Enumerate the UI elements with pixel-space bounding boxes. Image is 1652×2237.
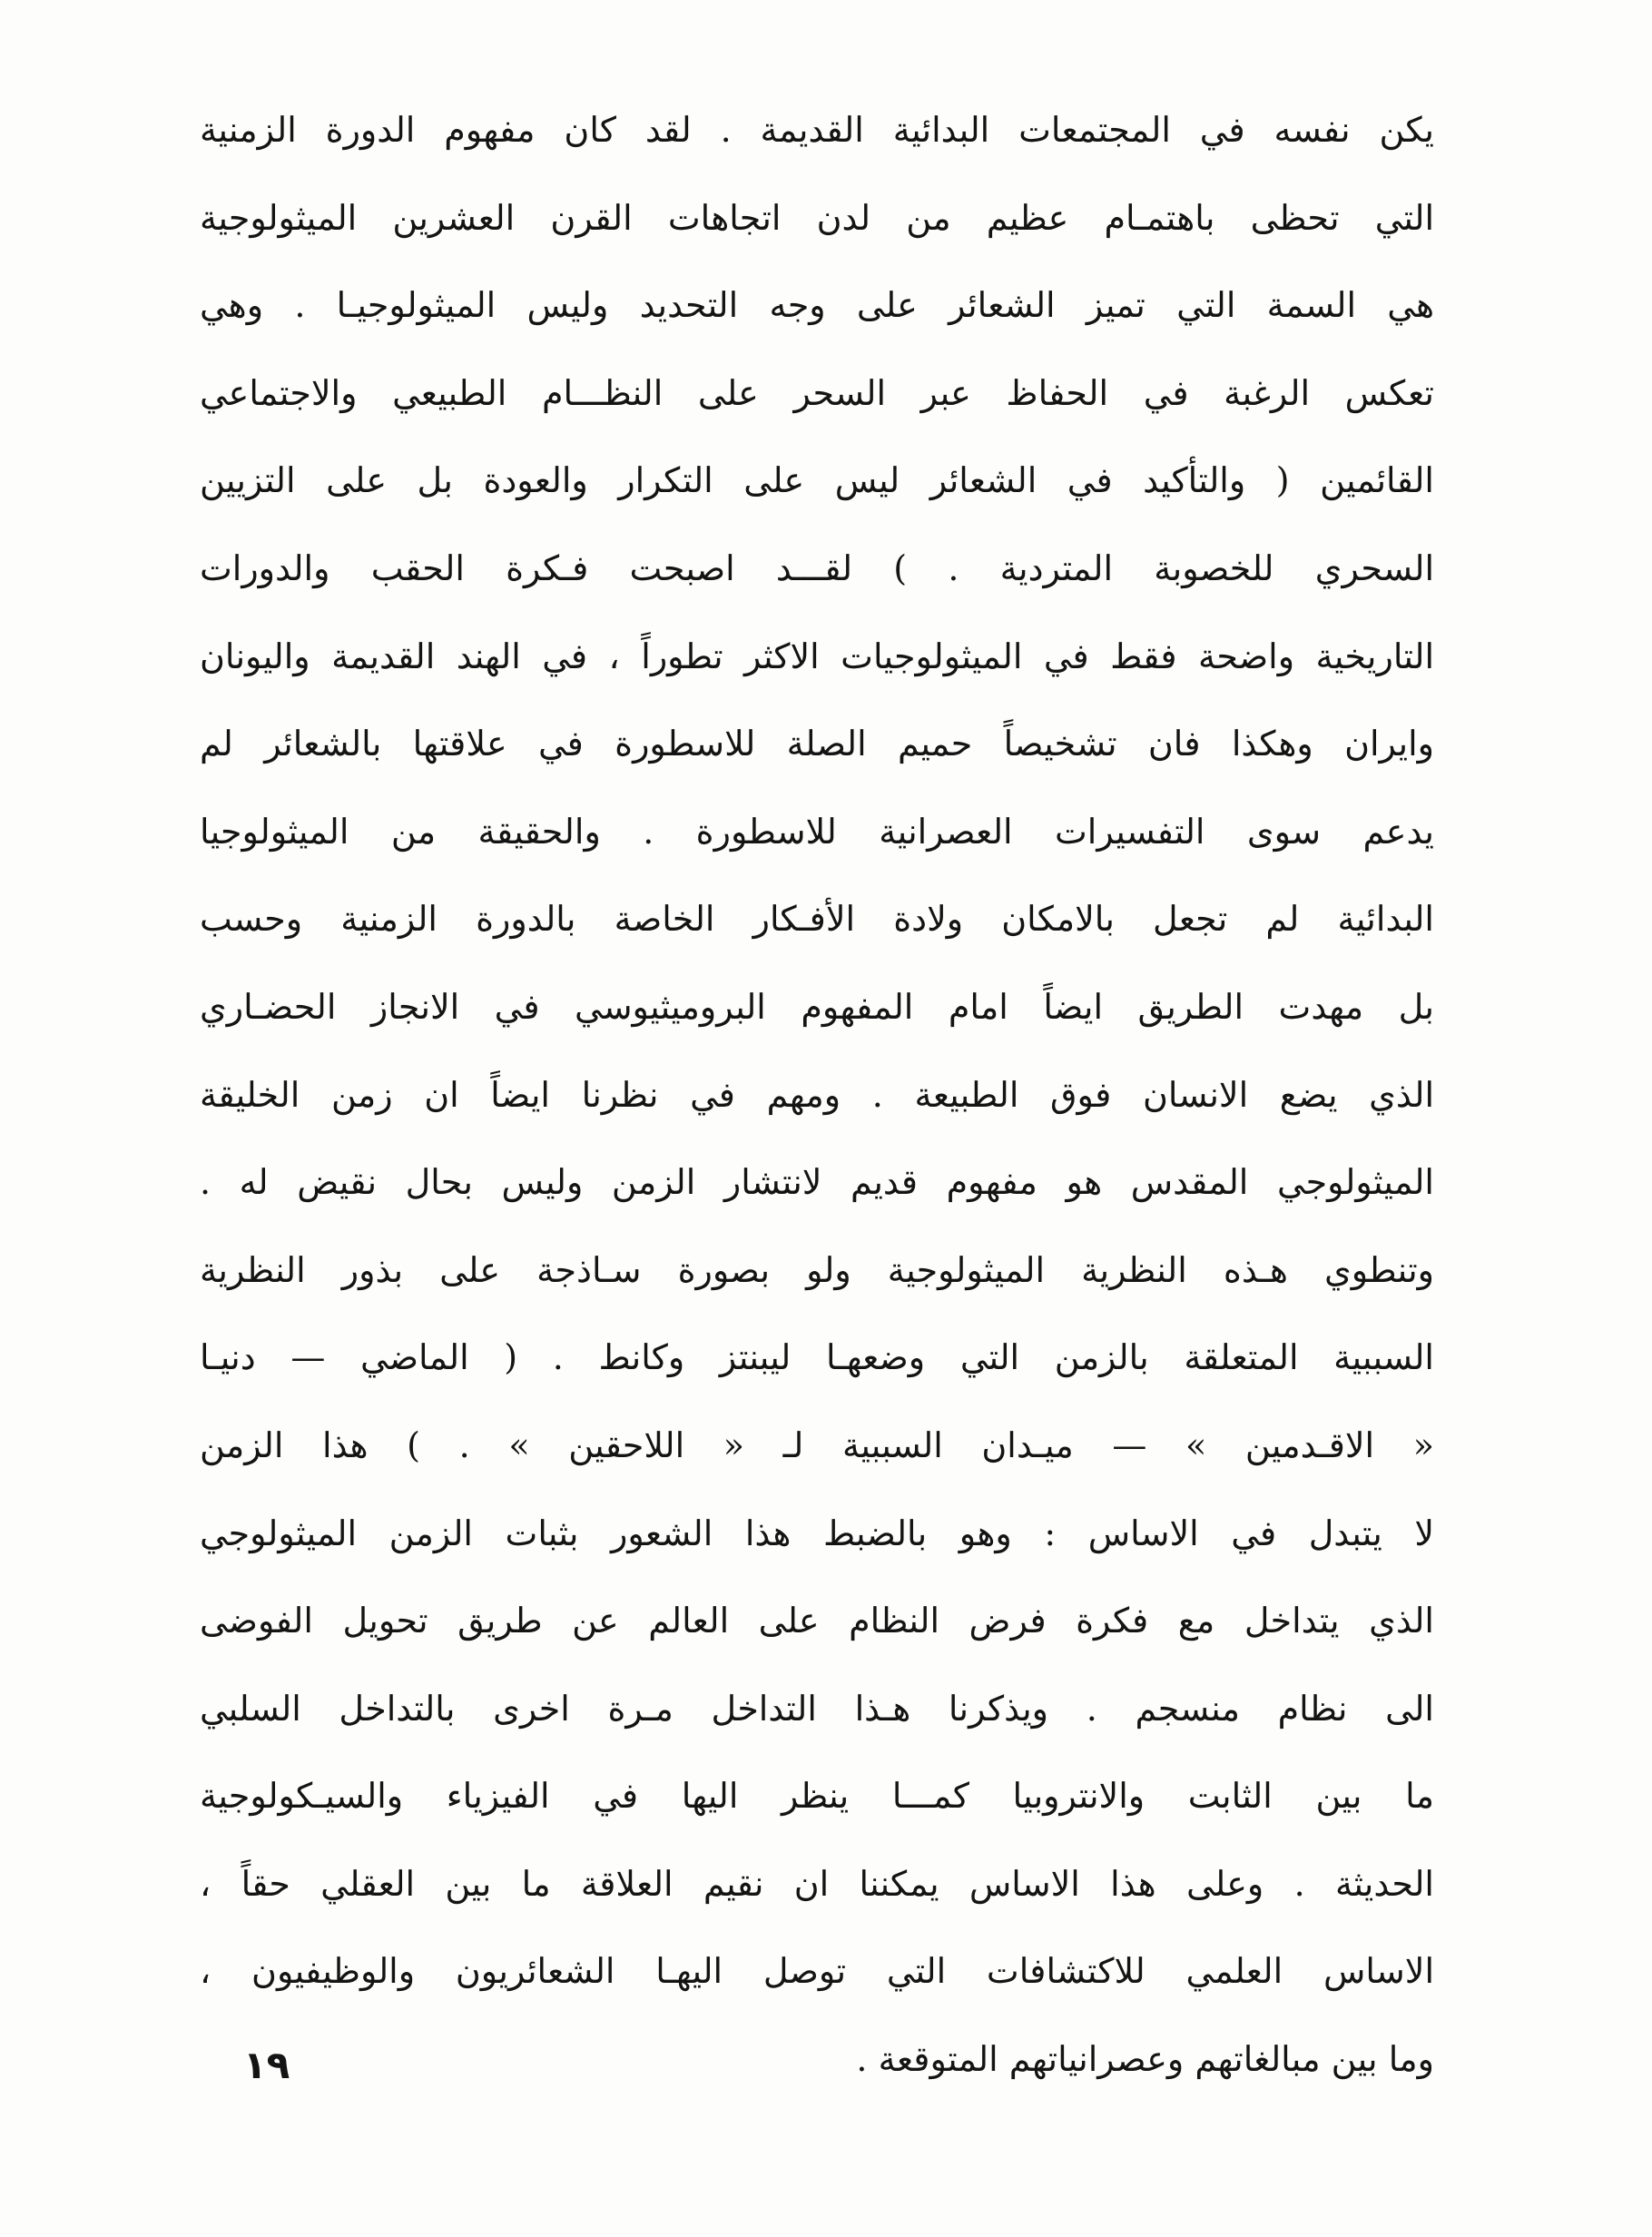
text-line: التاريخية واضحة فقط في الميثولوجيات الاكثر تطوراً ، في الهند القديمة واليونان — [200, 636, 1434, 676]
body-text — [200, 86, 1434, 2104]
text-line: هي السمة التي تميز الشعائر على وجه التحديد وليس الميثولوجيـا . وهي — [200, 285, 1434, 326]
text-line: البدائية لم تجعل بالامكان ولادة الأفـكار الخاصة بالدورة الزمنية وحسب — [200, 899, 1434, 940]
text-line: يدعم سوى التفسيرات العصرانية للاسطورة . والحقيقة من الميثولوجيا — [200, 811, 1434, 852]
text-line: لا يتبدل في الاساس : وهو بالضبط هذا الشعور بثبات الزمن الميثولوجي — [200, 1513, 1434, 1553]
text-line: وما بين مبالغاتهم وعصرانياتهم المتوقعة . — [856, 2039, 1434, 2080]
text-line: تعكس الرغبة في الحفاظ عبر السحر على النظـــام الطبيعي والاجتماعي — [200, 372, 1434, 413]
text-line: الذي يضع الانسان فوق الطبيعة . ومهم في نظرنا ايضاً ان زمن الخليقة — [200, 1074, 1434, 1115]
text-line: ما بين الثابت والانتروبيا كمـــا ينظر اليها في الفيزياء والسيـكولوجية — [200, 1776, 1434, 1817]
text-line: الاساس العلمي للاكتشافات التي توصل اليهـا الشعائريون والوظيفيون ، — [200, 1951, 1434, 1992]
text-line: التي تحظى باهتمـام عظيم من لدن اتجاهات القرن العشرين الميثولوجية — [200, 197, 1434, 238]
text-line: الى نظام منسجم . ويذكرنا هـذا التداخل مـرة اخرى بالتداخل السلبي — [200, 1688, 1434, 1729]
text-line: وتنطوي هـذه النظرية الميثولوجية ولو بصورة سـاذجة على بذور النظرية — [200, 1249, 1434, 1290]
text-line: وايران وهكذا فان تشخيصاً حميم الصلة للاسطورة في علاقتها بالشعائر لم — [200, 724, 1434, 764]
text-line: يكن نفسه في المجتمعات البدائية القديمة . لقد كان مفهوم الدورة الزمنية — [200, 110, 1434, 150]
page-number: ١٩ — [243, 2043, 290, 2087]
text-line: السببية المتعلقة بالزمن التي وضعهـا ليبنتز وكانط . ( الماضي — دنيـا — [200, 1337, 1434, 1378]
text-line: القائمين ( والتأكيد في الشعائر ليس على التكرار والعودة بل على التزيين — [200, 460, 1434, 501]
text-line: الميثولوجي المقدس هو مفهوم قديم لانتشار الزمن وليس بحال نقيض له . — [200, 1162, 1434, 1203]
text-line: الذي يتداخل مع فكرة فرض النظام على العالم عن طريق تحويل الفوضى — [200, 1601, 1434, 1641]
text-line: الحديثة . وعلى هذا الاساس يمكننا ان نقيم العلاقة ما بين العقلي حقاً ، — [200, 1863, 1434, 1904]
text-line: بل مهدت الطريق ايضاً امام المفهوم البروميثيوسي في الانجاز الحضـاري — [200, 986, 1434, 1027]
text-line: السحري للخصوبة المتردية . ) لقـــد اصبحت فـكرة الحقب والدورات — [200, 547, 1434, 588]
text-line: « الاقـدمين » — ميـدان السببية لـ « اللاحقين » . ) هذا الزمن — [200, 1424, 1434, 1465]
